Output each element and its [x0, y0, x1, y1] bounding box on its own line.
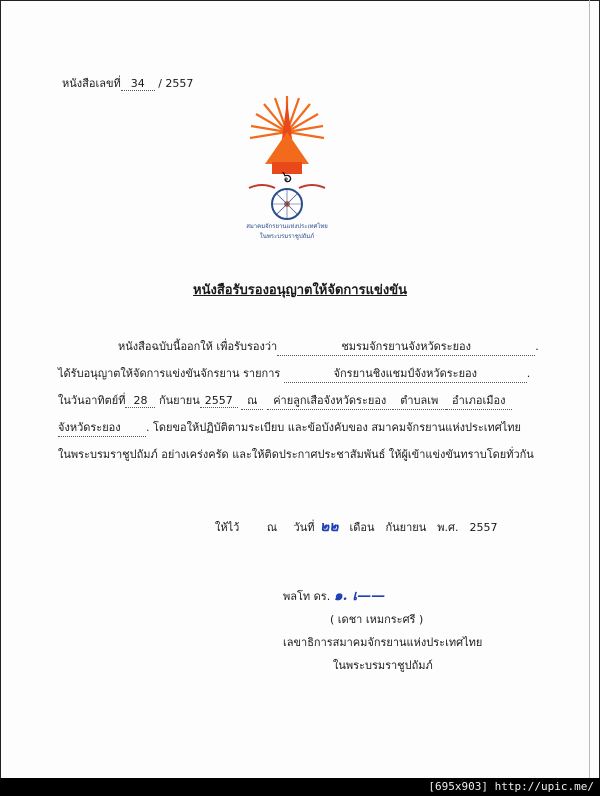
text: 2557	[469, 521, 498, 534]
text: ได้รับอนุญาตให้จัดการแข่งขันจักรยาน รายการ	[58, 367, 281, 380]
signature-line	[283, 585, 385, 607]
text: วันที่	[293, 521, 315, 534]
signatory-position: เลขาธิการสมาคมจักรยานแห่งประเทศไทย	[283, 636, 483, 649]
doc-number: 34	[121, 77, 155, 91]
at-text: ณ	[241, 391, 263, 410]
district: อำเภอเมือง	[446, 391, 512, 410]
svg-text:๖: ๖	[281, 167, 293, 186]
province: จังหวัดระยอง	[58, 418, 146, 437]
doc-year: / 2557	[158, 77, 194, 90]
page-edge	[589, 0, 590, 778]
handwritten-signature: ๑. เ——	[333, 588, 386, 604]
club-name: ชมรมจักรยานจังหวัดระยอง	[277, 337, 535, 356]
document-title	[0, 279, 600, 300]
text: ณ	[266, 521, 278, 534]
text: พ.ศ.	[437, 521, 459, 534]
svg-text:สมาคมจักรยานแห่งประเทศไทย: สมาคมจักรยานแห่งประเทศไทย	[246, 223, 328, 230]
text: หนังสือฉบับนี้ออกให้ เพื่อรับรองว่า	[118, 340, 278, 353]
venue: ค่ายลูกเสือจังหวัดระยอง	[267, 391, 393, 410]
text: ให้ไว้	[215, 521, 240, 534]
svg-text:ในพระบรมราชูปถัมภ์: ในพระบรมราชูปถัมภ์	[259, 233, 315, 240]
given-date-line	[215, 516, 498, 538]
body-line-1: หนังสือฉบับนี้ออกให้ เพื่อรับรองว่า ชมรมจักรยานจังหวัดระยอง .	[118, 337, 539, 356]
text: เดือน	[349, 521, 375, 534]
rank: พลโท ดร.	[283, 590, 331, 603]
body-line-4	[58, 418, 521, 437]
title-text: หนังสือรับรองอนุญาตให้จัดการแข่งขัน	[193, 283, 407, 298]
watermark-text: [695x903] http://upic.me/	[428, 780, 594, 793]
body-line-3	[58, 391, 512, 410]
event-year: 2557	[200, 394, 238, 408]
text: กันยายน	[385, 521, 427, 534]
text: ในวันอาทิตย์ที่	[58, 394, 126, 407]
document-number	[62, 74, 193, 92]
handwritten-day: ๒๒	[320, 519, 339, 535]
doc-number-label: หนังสือเลขที่	[62, 77, 121, 90]
event-name: จักรยานชิงแชมป์จังหวัดระยอง	[284, 364, 527, 383]
signatory-position-2: ในพระบรมราชูปถัมภ์	[333, 659, 433, 672]
event-month: กันยายน	[158, 394, 200, 407]
subdistrict: ตำบลเพ	[393, 391, 446, 410]
body-line-5	[58, 445, 534, 463]
signatory-name: ( เดชา เหมกระศรี )	[330, 613, 424, 626]
association-logo	[237, 92, 337, 242]
body-line-2: ได้รับอนุญาตให้จัดการแข่งขันจักรยาน รายการ จักรยานชิงแชมป์จังหวัดระยอง .	[58, 364, 530, 383]
event-day: 28	[125, 394, 155, 408]
text: ในพระบรมราชูปถัมภ์ อย่างเคร่งครัด และให้ติดประกาศประชาสัมพันธ์ ให้ผู้เข้าแข่งขันทราบโดยทั่วกัน	[58, 448, 534, 461]
watermark-bar	[0, 778, 600, 796]
text: . โดยขอให้ปฏิบัติตามระเบียบ และข้อบังคับของ สมาคมจักรยานแห่งประเทศไทย	[146, 421, 521, 434]
